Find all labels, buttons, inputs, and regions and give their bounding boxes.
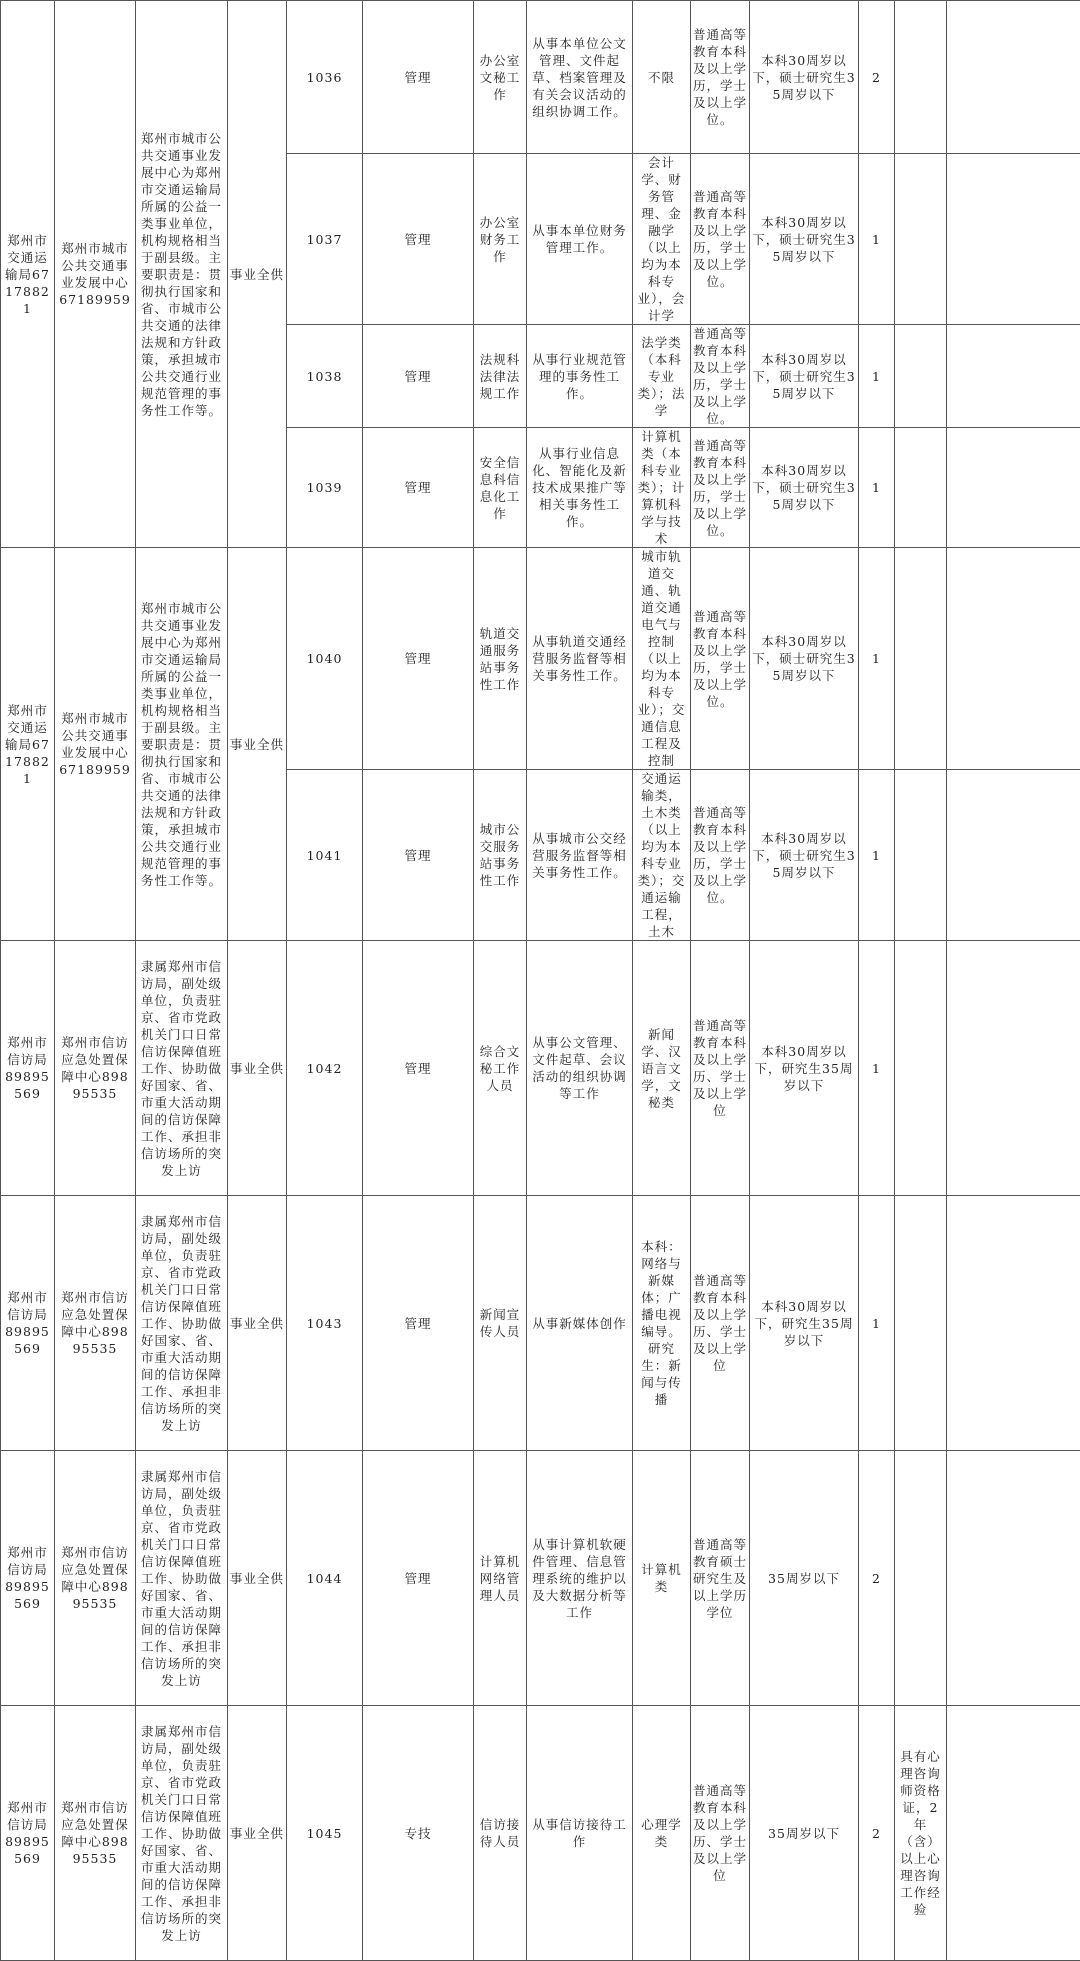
other-requirement xyxy=(895,548,947,770)
post-code: 1044 xyxy=(287,1451,363,1706)
post-type: 管理 xyxy=(363,428,474,548)
education-requirement: 普通高等教育硕士研究生及以上学历学位 xyxy=(691,1451,750,1706)
funding-type: 事业全供 xyxy=(228,1451,287,1706)
post-code: 1039 xyxy=(287,428,363,548)
major-requirement: 本科：网络与新媒体；广播电视编导。研究生：新闻与传播 xyxy=(633,1196,691,1451)
table-row xyxy=(1,1196,1080,1451)
major-requirement: 计算机类（本科专业类）；计算机科学与技术 xyxy=(633,428,691,548)
hiring-unit: 郑州市信访应急处置保障中心89895535 xyxy=(55,1451,136,1706)
education-requirement: 普通高等教育本科及以上学历、学士及以上学位 xyxy=(691,1706,750,1961)
table-row xyxy=(1,941,1080,1196)
table-row xyxy=(1,1,1080,154)
post-type: 管理 xyxy=(363,941,474,1196)
funding-type: 事业全供 xyxy=(228,1706,287,1961)
major-requirement: 交通运输类，土木类（以上均为本科专业类）；交通运输工程，土木 xyxy=(633,770,691,941)
hiring-count: 2 xyxy=(859,1451,895,1706)
education-requirement: 普通高等教育本科及以上学历，学士及以上学位。 xyxy=(691,548,750,770)
other-requirement xyxy=(895,770,947,941)
hiring-unit: 郑州市城市公共交通事业发展中心67189959 xyxy=(55,1,136,548)
age-requirement: 本科30周岁以下，硕士研究生35周岁以下 xyxy=(750,325,859,428)
post-type: 管理 xyxy=(363,770,474,941)
hiring-count: 2 xyxy=(859,1,895,154)
unit-profile: 郑州市城市公共交通事业发展中心为郑州市交通运输局所属的公益一类事业单位，机构规格相当于副县级。主要职责是：贯彻执行国家和省、市城市公共交通的法律法规和方针政策，承担城市公共交通行业规范管理的事务性工作等。 xyxy=(136,548,228,941)
hiring-department: 郑州市信访局89895569 xyxy=(1,1706,55,1961)
major-requirement: 新闻学、汉语言文学，文秘类 xyxy=(633,941,691,1196)
funding-type: 事业全供 xyxy=(228,941,287,1196)
education-requirement: 普通高等教育本科及以上学历，学士及以上学位。 xyxy=(691,325,750,428)
post-name: 计算机网络管理人员 xyxy=(474,1451,527,1706)
table-row xyxy=(1,1706,1080,1961)
remarks xyxy=(947,1706,1080,1961)
post-duty: 从事本单位公文管理、文件起草、档案管理及有关会议活动的组织协调工作。 xyxy=(527,1,633,154)
education-requirement: 普通高等教育本科及以上学历，学士及以上学位。 xyxy=(691,1,750,154)
hiring-count: 1 xyxy=(859,941,895,1196)
funding-type: 事业全供 xyxy=(228,1,287,548)
hiring-count: 1 xyxy=(859,548,895,770)
education-requirement: 普通高等教育本科及以上学历、学士及以上学位 xyxy=(691,1196,750,1451)
hiring-department: 郑州市信访局89895569 xyxy=(1,941,55,1196)
remarks xyxy=(947,1196,1080,1451)
post-type: 专技 xyxy=(363,1706,474,1961)
post-type: 管理 xyxy=(363,1196,474,1451)
hiring-department: 郑州市交通运输局67178821 xyxy=(1,548,55,941)
remarks xyxy=(947,428,1080,548)
age-requirement: 35周岁以下 xyxy=(750,1451,859,1706)
age-requirement: 本科30周岁以下，硕士研究生35周岁以下 xyxy=(750,154,859,325)
post-code: 1040 xyxy=(287,548,363,770)
remarks xyxy=(947,1,1080,154)
unit-profile: 隶属郑州市信访局，副处级单位，负责驻京、省市党政机关门口日常信访保障值班工作、协助做好国家、省、市重大活动期间的信访保障工作、承担非信访场所的突发上访 xyxy=(136,1706,228,1961)
post-duty: 从事新媒体创作 xyxy=(527,1196,633,1451)
hiring-unit: 郑州市信访应急处置保障中心89895535 xyxy=(55,1196,136,1451)
unit-profile: 隶属郑州市信访局，副处级单位，负责驻京、省市党政机关门口日常信访保障值班工作、协助做好国家、省、市重大活动期间的信访保障工作、承担非信访场所的突发上访 xyxy=(136,941,228,1196)
other-requirement xyxy=(895,941,947,1196)
funding-type: 事业全供 xyxy=(228,548,287,941)
hiring-unit: 郑州市城市公共交通事业发展中心67189959 xyxy=(55,548,136,941)
post-name: 新闻宣传人员 xyxy=(474,1196,527,1451)
post-type: 管理 xyxy=(363,154,474,325)
post-name: 办公室财务工作 xyxy=(474,154,527,325)
post-duty: 从事轨道交通经营服务监督等相关事务性工作。 xyxy=(527,548,633,770)
hiring-department: 郑州市交通运输局67178821 xyxy=(1,1,55,548)
other-requirement xyxy=(895,154,947,325)
post-duty: 从事信访接待工作 xyxy=(527,1706,633,1961)
unit-profile: 郑州市城市公共交通事业发展中心为郑州市交通运输局所属的公益一类事业单位，机构规格相当于副县级。主要职责是：贯彻执行国家和省、市城市公共交通的法律法规和方针政策，承担城市公共交通行业规范管理的事务性工作等。 xyxy=(136,1,228,548)
hiring-unit: 郑州市信访应急处置保障中心89895535 xyxy=(55,941,136,1196)
age-requirement: 本科30周岁以下，硕士研究生35周岁以下 xyxy=(750,1,859,154)
remarks xyxy=(947,154,1080,325)
post-code: 1038 xyxy=(287,325,363,428)
post-code: 1045 xyxy=(287,1706,363,1961)
post-name: 城市公交服务站事务性工作 xyxy=(474,770,527,941)
major-requirement: 心理学类 xyxy=(633,1706,691,1961)
post-code: 1036 xyxy=(287,1,363,154)
hiring-count: 1 xyxy=(859,770,895,941)
post-type: 管理 xyxy=(363,1451,474,1706)
post-name: 法规科法律法规工作 xyxy=(474,325,527,428)
post-type: 管理 xyxy=(363,548,474,770)
post-name: 信访接待人员 xyxy=(474,1706,527,1961)
remarks xyxy=(947,548,1080,770)
post-duty: 从事公文管理、文件起草、会议活动的组织协调等工作 xyxy=(527,941,633,1196)
education-requirement: 普通高等教育本科及以上学历、学士及以上学位 xyxy=(691,941,750,1196)
remarks xyxy=(947,1451,1080,1706)
post-name: 安全信息科信息化工作 xyxy=(474,428,527,548)
unit-profile: 隶属郑州市信访局，副处级单位，负责驻京、省市党政机关门口日常信访保障值班工作、协助做好国家、省、市重大活动期间的信访保障工作、承担非信访场所的突发上访 xyxy=(136,1196,228,1451)
funding-type: 事业全供 xyxy=(228,1196,287,1451)
other-requirement xyxy=(895,428,947,548)
age-requirement: 本科30周岁以下，硕士研究生35周岁以下 xyxy=(750,428,859,548)
remarks xyxy=(947,770,1080,941)
table-row xyxy=(1,1451,1080,1706)
remarks xyxy=(947,941,1080,1196)
hiring-count: 1 xyxy=(859,154,895,325)
post-name: 办公室文秘工作 xyxy=(474,1,527,154)
post-code: 1042 xyxy=(287,941,363,1196)
other-requirement xyxy=(895,1451,947,1706)
post-code: 1037 xyxy=(287,154,363,325)
education-requirement: 普通高等教育本科及以上学历，学士及以上学位。 xyxy=(691,154,750,325)
hiring-count: 1 xyxy=(859,325,895,428)
hiring-count: 1 xyxy=(859,1196,895,1451)
hiring-unit: 郑州市信访应急处置保障中心89895535 xyxy=(55,1706,136,1961)
post-duty: 从事城市公交经营服务监督等相关事务性工作。 xyxy=(527,770,633,941)
age-requirement: 本科30周岁以下，研究生35周岁以下 xyxy=(750,1196,859,1451)
major-requirement: 会计学、财务管理、金融学（以上均为本科专业），会计学 xyxy=(633,154,691,325)
other-requirement: 具有心理咨询师资格证，2年（含）以上心理咨询工作经验 xyxy=(895,1706,947,1961)
education-requirement: 普通高等教育本科及以上学历，学士及以上学位。 xyxy=(691,770,750,941)
age-requirement: 本科30周岁以下，硕士研究生35周岁以下 xyxy=(750,548,859,770)
post-duty: 从事本单位财务管理工作。 xyxy=(527,154,633,325)
age-requirement: 本科30周岁以下，硕士研究生35周岁以下 xyxy=(750,770,859,941)
other-requirement xyxy=(895,1196,947,1451)
post-name: 轨道交通服务站事务性工作 xyxy=(474,548,527,770)
post-duty: 从事行业规范管理的事务性工作。 xyxy=(527,325,633,428)
hiring-department: 郑州市信访局89895569 xyxy=(1,1451,55,1706)
hiring-count: 2 xyxy=(859,1706,895,1961)
post-type: 管理 xyxy=(363,1,474,154)
post-name: 综合文秘工作人员 xyxy=(474,941,527,1196)
hiring-count: 1 xyxy=(859,428,895,548)
age-requirement: 35周岁以下 xyxy=(750,1706,859,1961)
major-requirement: 计算机类 xyxy=(633,1451,691,1706)
hiring-department: 郑州市信访局89895569 xyxy=(1,1196,55,1451)
table-row xyxy=(1,548,1080,770)
major-requirement: 法学类（本科专业类）；法学 xyxy=(633,325,691,428)
age-requirement: 本科30周岁以下，研究生35周岁以下 xyxy=(750,941,859,1196)
education-requirement: 普通高等教育本科及以上学历，学士及以上学位。 xyxy=(691,428,750,548)
post-duty: 从事行业信息化、智能化及新技术成果推广等相关事务性工作。 xyxy=(527,428,633,548)
remarks xyxy=(947,325,1080,428)
post-code: 1041 xyxy=(287,770,363,941)
major-requirement: 不限 xyxy=(633,1,691,154)
post-code: 1043 xyxy=(287,1196,363,1451)
other-requirement xyxy=(895,325,947,428)
other-requirement xyxy=(895,1,947,154)
post-type: 管理 xyxy=(363,325,474,428)
unit-profile: 隶属郑州市信访局，副处级单位，负责驻京、省市党政机关门口日常信访保障值班工作、协助做好国家、省、市重大活动期间的信访保障工作、承担非信访场所的突发上访 xyxy=(136,1451,228,1706)
post-duty: 从事计算机软硬件管理、信息管理系统的维护以及大数据分析等工作 xyxy=(527,1451,633,1706)
major-requirement: 城市轨道交通、轨道交通电气与控制（以上均为本科专业）；交通信息工程及控制 xyxy=(633,548,691,770)
